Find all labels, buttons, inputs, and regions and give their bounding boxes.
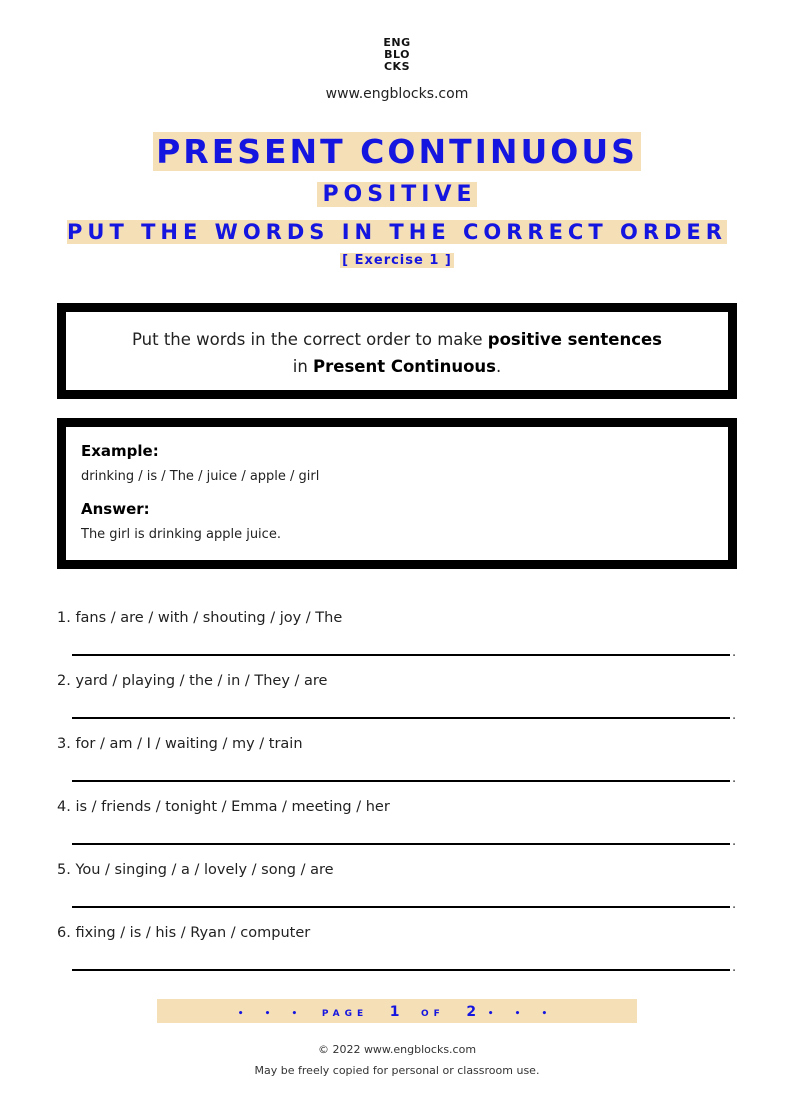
footer-copyright: © 2022 www.engblocks.com — [317, 1043, 477, 1056]
page-title — [0, 130, 794, 174]
exercise-label — [0, 251, 794, 270]
footer-license: May be freely copied for personal or classroom use. — [254, 1064, 540, 1077]
answer-line-3[interactable] — [72, 780, 730, 782]
logo-line-3: CKS — [383, 60, 411, 73]
answer-line-4[interactable] — [72, 843, 730, 845]
instruction-line-1-bold: positive sentences — [487, 330, 662, 349]
question-6: 6. fixing / is / his / Ryan / computer — [57, 925, 311, 941]
page-title-text: PRESENT CONTINUOUS — [153, 132, 641, 171]
question-1: 1. fans / are / with / shouting / joy / The — [57, 610, 343, 626]
answer-line-3-end: . — [732, 771, 737, 786]
example-box — [57, 418, 737, 569]
pager-dots-left: • • • — [237, 1009, 307, 1019]
question-3: 3. for / am / I / waiting / my / train — [57, 736, 303, 752]
site-url: www.engblocks.com — [325, 86, 469, 102]
instruction-line-2 — [66, 353, 728, 380]
question-2: 2. yard / playing / the / in / They / are — [57, 673, 328, 689]
exercise-label-text: [ Exercise 1 ] — [342, 253, 452, 268]
pager-current-page: 1 — [389, 1004, 400, 1020]
instruction-line-2-bold: Present Continuous — [313, 357, 496, 376]
pager-dots-right: • • • — [487, 1009, 557, 1019]
answer-line-6-end: . — [732, 960, 737, 975]
question-5: 5. You / singing / a / lovely / song / are — [57, 862, 334, 878]
example-text: drinking / is / The / juice / apple / girl — [81, 469, 320, 484]
instruction-line-1-prefix: Put the words in the correct order to make — [131, 330, 488, 349]
instruction-line-1 — [66, 326, 728, 353]
instruction-box — [57, 303, 737, 399]
pager-total-pages: 2 — [466, 1004, 477, 1020]
page-subtitle — [0, 181, 794, 209]
pager-page-word: PAGE — [321, 1009, 369, 1019]
answer-line-1-end: . — [732, 645, 737, 660]
logo-line-1: ENG — [383, 36, 411, 49]
page-subtitle-text: POSITIVE — [317, 182, 476, 207]
answer-line-2-end: . — [732, 708, 737, 723]
pager-of-word: OF — [421, 1009, 445, 1019]
answer-line-4-end: . — [732, 834, 737, 849]
instruction-line-2-suffix: . — [496, 357, 502, 376]
answer-heading: Answer: — [81, 500, 150, 518]
instruction-title-text: PUT THE WORDS IN THE CORRECT ORDER — [67, 220, 727, 244]
answer-line-6[interactable] — [72, 969, 730, 971]
instruction-title — [0, 218, 794, 246]
page-indicator — [157, 999, 637, 1023]
answer-line-5-end: . — [732, 897, 737, 912]
answer-line-1[interactable] — [72, 654, 730, 656]
answer-text: The girl is drinking apple juice. — [81, 527, 281, 542]
answer-line-2[interactable] — [72, 717, 730, 719]
instruction-line-2-prefix: in — [292, 357, 314, 376]
engblocks-logo — [0, 37, 794, 73]
example-heading: Example: — [81, 442, 159, 460]
answer-line-5[interactable] — [72, 906, 730, 908]
logo-line-2: BLO — [384, 48, 410, 61]
question-4: 4. is / friends / tonight / Emma / meeting / her — [57, 799, 390, 815]
